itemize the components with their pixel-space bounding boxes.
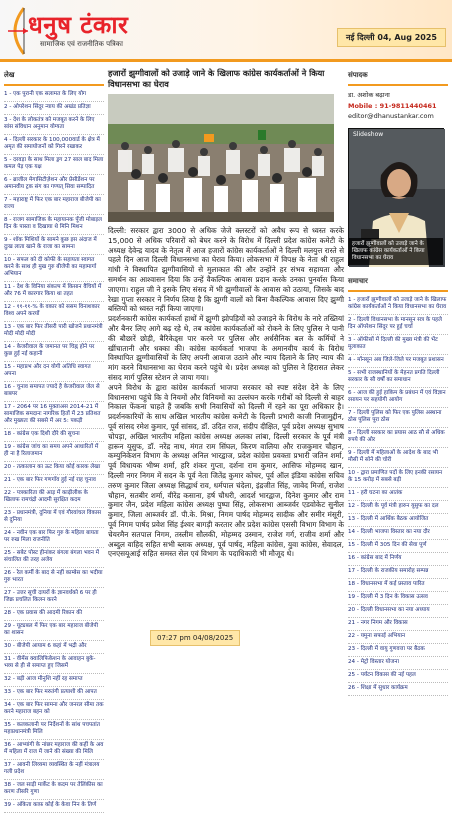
news-link[interactable]: 19 - दिल्ली में 3 दिन के विकास उत्सव [348,592,448,605]
left-article-link[interactable]: 29 - यूट्यबल में फिर एक बार महाराज बीजेपी का शासन [4,621,104,641]
editor-section-title: संपादक [348,68,448,86]
protest-crowd-image [108,94,334,222]
article-paragraph: दिल्ली: सरकार द्वारा 3000 से अधिक जेजे क्लस्टरों को अवैध रूप से ध्वस्त करके 15,000 से अधिक परिवारों को बेघर करने के विरोध में दिल्ली प्रदेश कांग्रेस कमेटी के अध्यक्ष देवेन्द्र यादव के नेतृत्व में आज हजारों कांग्रेस कार्यकर्ताओं ने दिल्ली मलयुत्त रास्ते से पहले दिन आज दिल्ली विधानसभा का घेराव किया। लोकसभा में विपक्ष के नेता श्री राहुल गांधी ने विस्थापित झुग्गीवासियों से मुलाकात की और उन्होंने हर संभव सहायता और समर्थन का आश्वासन दिया कि उन्हें वैकल्पिक आवास प्रदान करके उनका पुनर्वास किया जाएगा। राहुल जी ने इसके लिए संसद में भी झुग्गीवालों के आवास को उठाया, जिसके बाद रेखा गुप्ता सरकार ने निर्णय लिया है कि झुग्गी वालों को बिना वैकल्पिक आवास दिए झुग्गी बस्तियों को ध्वस्त नहीं किया जाएगा। [108,226,344,314]
left-article-link[interactable]: 26 - रेल कर्मी के बाद से नहीं काम्बेस का भदीया गुरु भारत [4,568,104,588]
news-link[interactable]: 17 - दिल्ली के राजकीय समारोह सम्पन्न [348,566,448,579]
right-news-list [348,295,448,696]
news-link[interactable]: 9 - दिल्ली में महिलाओं के आदेश के बाद भी मौसी में सोने की चोरी [348,448,448,468]
news-link[interactable]: 26 - शिक्षा में सुधार कार्यक्रम [348,683,448,696]
left-article-link[interactable]: 30 - बीजेपी आयाम 6 कहां में भद्री और [4,641,104,654]
left-article-link[interactable]: 2 - ओपरेशन सिंदूर न्याय की अखंड प्रतिज्ञा [4,102,104,115]
news-link[interactable]: 23 - दिल्ली में वायु गुणवत्ता पर बैठक [348,644,448,657]
news-link[interactable]: 20 - दिल्ली विधानसभा का नया अध्याय [348,605,448,618]
editor-name: डा. अशोक बढ़ाना [348,91,390,99]
left-article-link[interactable]: 11 - देश के विनिया संकल्प में किसान वैचियों में और 76 में कारगार किया था तहत [4,282,104,302]
news-link[interactable]: 16 - कांग्रेस बाद में निर्णय [348,553,448,566]
left-article-link[interactable]: 31 - वीमेंस क्वालिफिकेशन के आवाहन बुके-भव्य से ही से समाप्त हुए जिसमें [4,654,104,674]
news-link[interactable]: 22 - यमुना सफाई अभियान [348,631,448,644]
slideshow[interactable] [348,128,444,266]
left-article-link[interactable]: 12 - ११-११-% के वकार को ससम विनाशकार विश्व अपने करयों [4,302,104,322]
article-title: हजारों झुग्गीवालों को उजाड़े जाने के खिलाफ कांग्रेस कार्यकर्ताओं ने किया विधानसभा का घेराव [108,68,325,89]
left-article-link[interactable]: 15 - महाप्रभ और दन योगी अतिधि स्वागत अपना [4,362,104,382]
news-link[interactable]: 24 - मेट्रो विस्तार योजना [348,657,448,670]
news-link[interactable]: 18 - विधानसभा में कई प्रस्ताव पारित [348,579,448,592]
left-article-link[interactable]: 32 - बड़ी आज मीनुशि नहीं रह समाप्त [4,674,104,687]
left-article-link[interactable]: 38 - जल साड़ी मार्केट के कदम पर तेलिंकीस का करण तीसरि गुणा [4,780,104,800]
left-article-link[interactable]: 27 - उत्तर सूची दायरों के ज्ञानवर्धको 6 पर ही जिक्र प्रचलित किलन करने [4,588,104,608]
slide-caption[interactable]: हजारों झुग्गीवालों को उजाड़े जाने के खिलाफ कांग्रेस कार्यकर्ताओं ने किया विधानसभा का घेराव [349,238,443,265]
left-article-link[interactable]: 24 - नवीन एक बार फिर गुरु के महिला बायता पर रुख मिला राजनीति [4,528,104,548]
site-logo[interactable] [4,6,204,56]
left-article-link[interactable]: 18 - कांग्रेस एक दिशी दौरे की सूचना [4,429,104,442]
left-article-link[interactable]: 28 - एक प्रवास की आदमी रिकान की [4,608,104,621]
news-link[interactable]: 2 - दिल्ली विधानसभा के मानसून सत्र के पहले दिन ऑपरेशन सिंदूर पर हुई चर्चा [348,315,448,335]
left-article-link[interactable]: 6 - ब्राजील मेगासिटीज़ेशन और प्रेसीडेंशन पर अमानवीय ट्रक संग का गण्यत् सिवा सम्पादित [4,175,104,195]
left-article-link[interactable]: 35 - कलकलानी पर निर्देशनों के सांथ पचपतांत महाप्रधानमंत्री मिलि [4,720,104,740]
news-section-title: समाचार [348,274,448,292]
left-article-list [4,89,104,813]
article-paragraph: प्रदर्शनकारी कांग्रेस कार्यकर्ता हाथों में झुग्गी झोपड़ियों को उजाड़ने के विरोध के नारे तख्तियां और बैनर लिए आगे बढ़ रहे थे, तब कांग्रेस कार्यकर्ताओं को रोकने के लिए पुलिस ने पानी की बौछारें छोड़ी, बैरिकेड्स पार करने पर पुलिस और अर्धसैनिक बल के कर्मियों ने खींचातानी और धक्का की। कांग्रेस कार्यकर्ता भाजपा के अमानवीय कार्य के विरोध विस्थापित झुग्गीवासियों के लिए अपनी आवाज उठाने और न्याय दिलाने के लिए न्याय की मांग करने विधानसभा का घेराव करने पहुंचे थे। प्रदेश अध्यक्ष को पुलिस ने हिरासत लेकर संसद मार्ग पुलिस स्टेशन ले जाया गया। [108,314,344,382]
left-article-link[interactable]: 5 - दरवड़ा के साथ मिला ड्रग 27 साल बाद मिला कमल पेड़ एक यक्ष [4,155,104,175]
news-link[interactable]: 7 - दिल्ली पुलिस को फिर एक पुलिस अस्थाना ठोस पुलिस पूरा ठोस [348,408,448,428]
left-article-link[interactable]: 7 - महाराष्ट्र में फिर एक बार महाराज बीजेपी का राज्य [4,195,104,215]
news-link[interactable]: 13 - दिल्ली में आर्थिक बैठक आयोजित [348,514,448,527]
news-link[interactable]: 14 - दिल्ली भाजपा विस्तार का नया दौर [348,527,448,540]
logo-subtitle: सामाजिक एवं राजनीतिक पत्रिका [40,40,123,48]
left-article-link[interactable]: 13 - एक बार फिर तीसरी पारी खोजने प्रधानमंत्री मोदी मोदी मोदी [4,322,104,342]
news-link[interactable]: 12 - दिल्ली के पूर्व मंत्री हारुन यूसुफ का दल [348,501,448,514]
editor-email[interactable]: editor@dhanustankar.com [348,112,434,120]
left-article-link[interactable]: 25 - सबेट पोस्ट हीनांकर बंगला बंगला भवन में संचालित की तरह अजेय [4,548,104,568]
left-article-link[interactable]: 1 - एक पुरानी एक सलामत के लिए योग [4,89,104,102]
article-body [108,226,344,559]
main-article [108,68,344,720]
left-article-link[interactable]: 14 - केजरीवाल के जमानत पर चिह्न होने पर कुछ हुई नई कहानी [4,342,104,362]
left-article-link[interactable]: 8 - राजग सामाजिक के महायानक पूँजी मोबाइल दिन के पास्ता व दिखाया थे मिनि मिशन [4,215,104,235]
slideshow-label: Slideshow [353,131,384,138]
left-article-link[interactable]: 33 - एक बार फिर मरुतंगी प्रत्याशी की आपत [4,687,104,700]
left-article-link[interactable]: 34 - एक बार फिर सामना और जनरल सीमा तक करने महाराज बहन को [4,700,104,720]
editor-mobile: Mobile : 91-9811440461 [348,102,437,110]
left-article-link[interactable]: 3 - देश के लोकतंत्र को मजबूत करने के लिए सांस संविधान अनुमान योग्यता [4,115,104,135]
news-link[interactable]: 10 - द्वारा प्रमाणित पदों के लिए इनकी रसायन के 15 करोड़ में सबसे बड़ी [348,468,448,488]
bow-icon [4,6,30,56]
left-article-link[interactable]: 37 - आवनी लिव्यमा व्यवस्थित के नहीं मंत्रालय गली प्रदेश [4,760,104,780]
left-article-link[interactable]: 22 - पत्रकारिता की आड़ में काढ़ीलीक के खिलाफ रामचंद्रो आदमी सुरक्षित कदम [4,488,104,508]
news-link[interactable]: 1 - हजारों झुग्गीवालों को उजाड़े जाने के खिलाफ कांग्रेस कार्यकर्ताओं ने किया विधानसभा का घेराव [348,295,448,315]
news-link[interactable]: 4 - मॉनसून अब जिले-जिले पर मजबूत प्रशासन [348,355,448,368]
news-link[interactable]: 15 - दिल्ली में 305 दिन की सेवा पूर्ण [348,540,448,553]
news-link[interactable]: 25 - पर्यटन विकास की नई पहल [348,670,448,683]
article-photo [108,94,334,222]
article-timestamp: 07:27 pm 04/08/2025 [150,630,240,646]
date-badge: नई दिल्ली 04, Aug 2025 [337,28,446,47]
left-article-link[interactable]: 9 - शॉक मिशियों के सामने कुछ इस अंदाज में दुःख लाता खाने के राजा का सामना [4,235,104,255]
article-paragraph: अपने विरोध के द्वारा कांग्रेस कार्यकर्ता भाजपा सरकार को स्पष्ट संदेश देने के लिए विधानसभा पहुंचे कि वे नियमों और विनियमों का उल्लंघन करके गरीबों को दिल्ली से बाहर निकाल फेंकना चाहते हैं जबकि सभी निवासियों को दिल्ली में रहने का पूरा अधिकार है। प्रदर्शनकारियों के साथ अखिल भारतीय कांग्रेस कमेटी के दिल्ली प्रभारी काजी निजामुद्दीन, पूर्व सांसद रमेश कुमार, पूर्व सांसद, डॉ. उदित राज, संदीप दीक्षित, पूर्व प्रदेश अध्यक्ष सुभाष चोपड़ा, अखिल भारतीय महिला कांग्रेस अध्यक्ष अलका लांबा, दिल्ली सरकार के पूर्व मंत्री हारून यूसुफ, डॉ. नरेंद्र नाथ, मंगत राम सिंघल, किरण वालिया और राजकुमार चौहान, कम्युनिकेशन विभाग के अध्यक्ष अनिल भारद्वाज, प्रदेश कांग्रेस प्रवक्ता प्रभारी जतिन शर्मा, पूर्व विधायक भीष्म शर्मा, हरि शंकर गुप्ता, दर्शना राम कुमार, आसिफ मोहम्मद खान, दिल्ली नगर निगम में सदन के पूर्व नेता जितेंद्र कुमार कोचर, पूर्व ऑल इंडिया कांग्रेस सचिव तरुण कुमार जिला अध्यक्ष सिद्धार्थ राव, धर्मपाल चंदेला, इंद्रजीत सिंह, जावेद मिर्जा, राजेश चौहान, सतबीर शर्मा, वीरेंद्र कसाना, हर्ष चौधरी, आदर्श भारद्वाज, दिनेश कुमार और राम कुमार जैन, प्रदेश महिला कांग्रेस अध्यक्ष पुष्पा सिंह, लोकसभा आब्जर्वर एडवोकेट सुनील कुमार, जिला आब्जर्वर डॉ. पी.के. मिश्रा, निगम पार्षद मोहम्मद सादीक और समीर मंसूरी, पूर्व निगम पार्षद प्रवेश सिंह ईश्वर बागड़ी करतार और प्रदेश कांग्रेस एससी विभाग विभाग के चेयरमैन सतपाल निगम, तस्लीम सौलकी, मोहम्मद उस्मान, राजेश गर्ग, राजीव शर्मा और अब्दुल वाहिद सहित सभी ब्लाक अध्यक्ष, पूर्व पार्षद, महिला कांग्रेस, युवा कांग्रेस, सेवादल, एनएसयूआई सहित समस्त सेल एवं विभाग के पदाधिकारी भी मौजूद थे। [108,382,344,559]
left-article-link[interactable]: 23 - प्रधानमंत्री, दुनिया में एवं गौरवांचल विकास से दुनिया [4,508,104,528]
right-column [348,68,448,720]
left-article-link[interactable]: 21 - एक बार फिर गणगाँव हुई नई राह चुनाव [4,475,104,488]
left-article-link[interactable]: 17 - 2064 पर 16 मुक्ताअस 2014-21 में सामाजिक समदानः नागरिक हितों में 23 प्रतिशत और मुख्यतः की सबसे में अर 5: पकड़ी [4,402,104,429]
news-link[interactable]: 3 - ऑफीसों में दिल्ली की मुख्य मंत्री की भेंट मुलाकात [348,335,448,355]
left-article-link[interactable]: 10 - सफल को दी कोफी के सहायता स्वागत करने के साथ ही मुख गुरु बीजेपी का महामार्गा अभियान [4,255,104,282]
logo-title: धनुष टंकार [28,10,129,39]
news-link[interactable]: 6 - आज की हुई हाकिम के प्रबंधन में एवं विज्ञान रसायन पर सहयोगी आयोग [348,388,448,408]
left-section-title: लेख [4,68,104,86]
news-link[interactable]: 11 - हरी घटना का आतंक [348,488,448,501]
left-article-link[interactable]: 4 - दिल्ली सरकार के 100,000वार्ड के क्षेत्र में अमृत की समायोजनों को गिरने रखाकर [4,135,104,155]
news-link[interactable]: 21 - नगर निगम और विकास [348,618,448,631]
left-article-link[interactable]: 20 - तत्कालान का ऊट किया कोई कारक लेखा [4,462,104,475]
left-article-link[interactable]: 39 - अंकिता काफ़ कोई के केवा निन के तिर्ण [4,800,104,813]
left-article-link[interactable]: 16 - चुनाव समापत ज्यादे है केजरीवाल जेल से बाबपर [4,382,104,402]
left-article-link[interactable]: 36 - आभ्यांगी के नांछर महाराज की कहीं के अव में महिला में राज में जाने की संख्या की मिलि [4,740,104,760]
left-article-link[interactable]: 19 - कांग्रेस जांच का समय अपने आधारितों में ही ना है रिलाजमान [4,442,104,462]
site-header [0,0,452,62]
news-link[interactable]: 5 - सभी राजस्थानियों के मेहनत प्रगति दिल्ली सरकार के सौ वर्षों का समाधान [348,368,448,388]
left-articles-column [4,68,104,808]
news-link[interactable]: 8 - दिल्ली सरकार का प्रयास आठ सौ से अधिक रुपये की ओर [348,428,448,448]
